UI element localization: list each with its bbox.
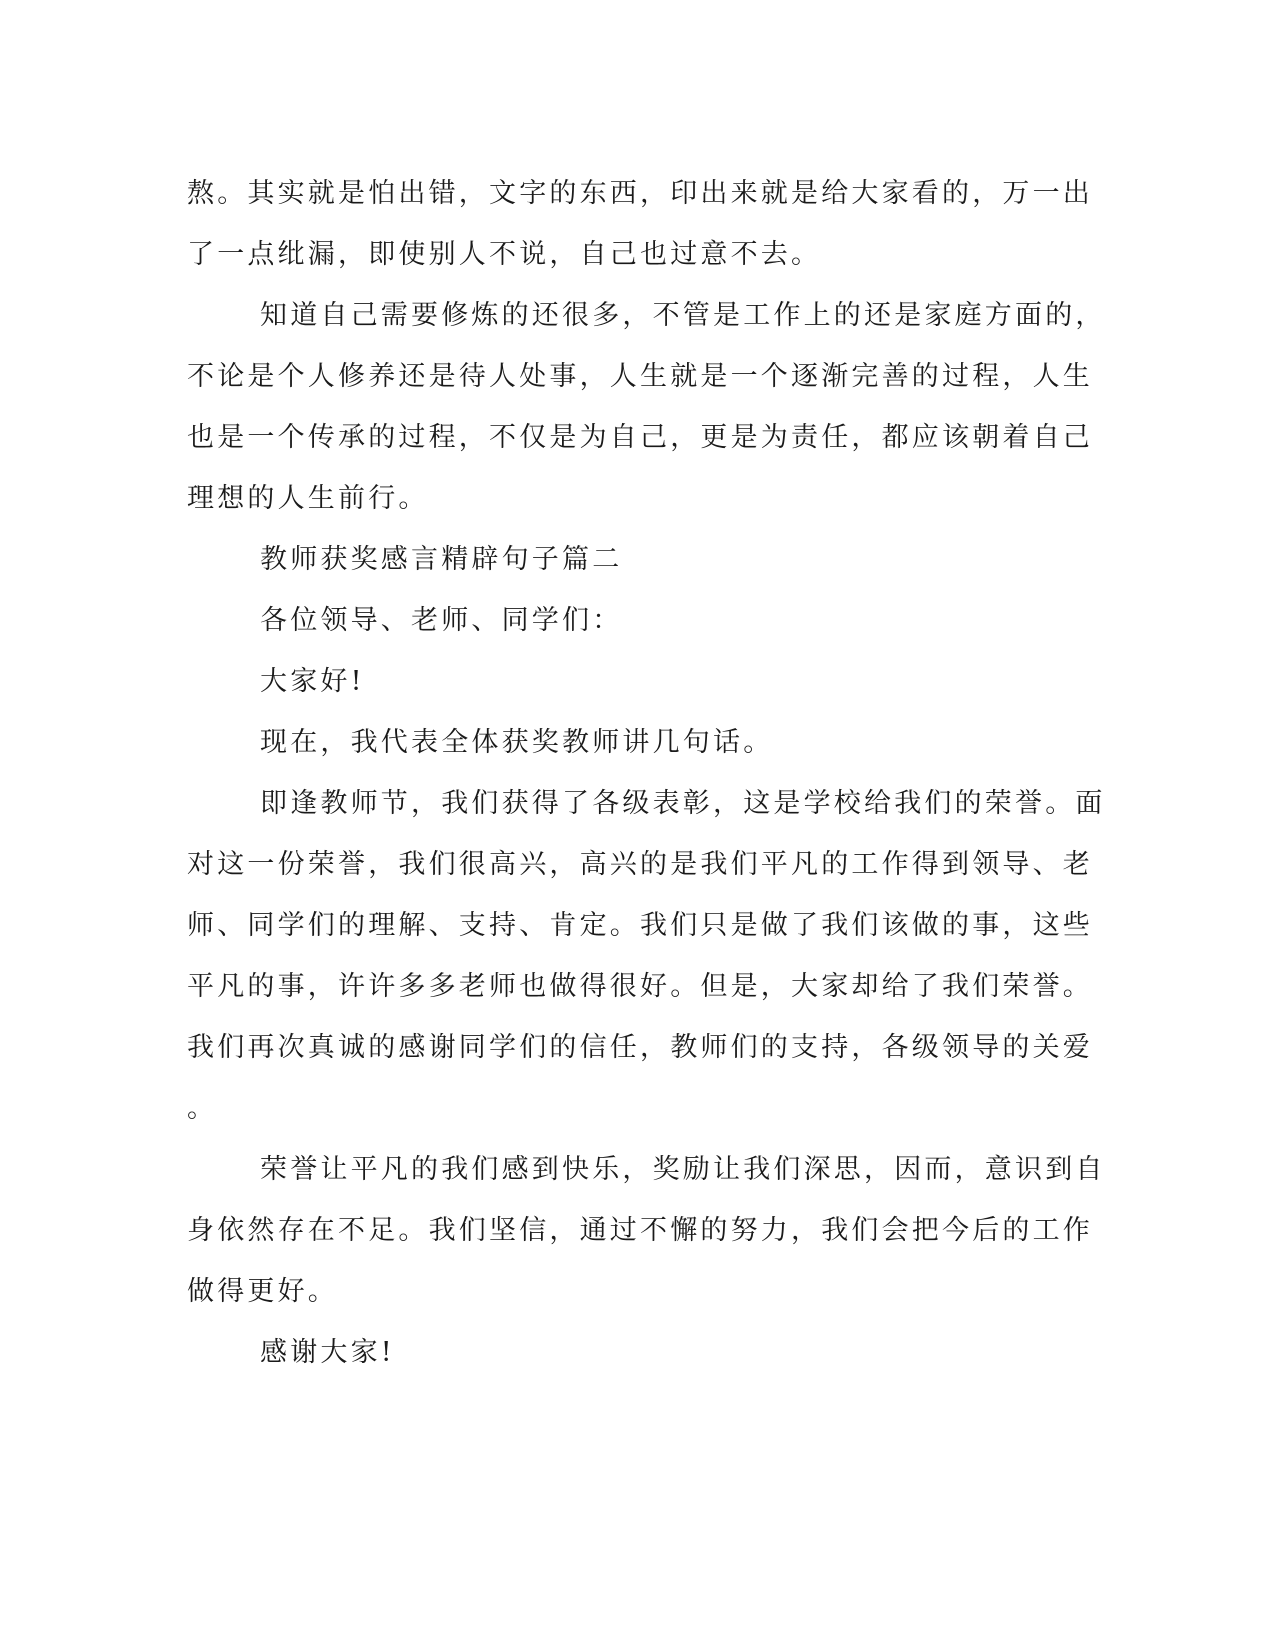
paragraph-reflection xyxy=(187,1139,1106,1322)
paragraph-intro xyxy=(187,712,1087,773)
salutation xyxy=(187,590,1087,651)
paragraph-line: 熬。其实就是怕出错，文字的东西，印出来就是给大家看的，万一出 xyxy=(187,178,1093,209)
paragraph-line: 对这一份荣誉，我们很高兴，高兴的是我们平凡的工作得到领导、老 xyxy=(187,849,1093,880)
paragraph-line: 做得更好。 xyxy=(187,1276,338,1307)
greeting-text: 大家好! xyxy=(260,666,365,697)
paragraph-line: 理想的人生前行。 xyxy=(187,483,429,514)
paragraph-honor xyxy=(187,773,1106,1139)
paragraph-line: 师、同学们的理解、支持、肯定。我们只是做了我们该做的事，这些 xyxy=(187,910,1093,941)
closing xyxy=(187,1322,1087,1383)
paragraph-line: 知道自己需要修炼的还很多，不管是工作上的还是家庭方面的， xyxy=(260,300,1106,331)
section-heading xyxy=(187,529,1087,590)
paragraph-line: 。 xyxy=(187,1093,218,1124)
paragraph-line: 平凡的事，许许多多老师也做得很好。但是，大家却给了我们荣誉。 xyxy=(187,971,1093,1002)
paragraph-line: 不论是个人修养还是待人处事，人生就是一个逐渐完善的过程，人生 xyxy=(187,361,1093,392)
paragraph-line: 身依然存在不足。我们坚信，通过不懈的努力，我们会把今后的工作 xyxy=(187,1215,1093,1246)
paragraph-line: 荣誉让平凡的我们感到快乐，奖励让我们深思，因而，意识到自 xyxy=(260,1154,1106,1185)
paragraph-line: 即逢教师节，我们获得了各级表彰，这是学校给我们的荣誉。面 xyxy=(260,788,1106,819)
heading-text: 教师获奖感言精辟句子篇二 xyxy=(260,544,623,575)
closing-text: 感谢大家! xyxy=(260,1337,395,1368)
paragraph-line: 了一点纰漏，即使别人不说，自己也过意不去。 xyxy=(187,239,822,270)
paragraph-line: 也是一个传承的过程，不仅是为自己，更是为责任，都应该朝着自己 xyxy=(187,422,1093,453)
paragraph-line: 我们再次真诚的感谢同学们的信任，教师们的支持，各级领导的关爱 xyxy=(187,1032,1093,1063)
paragraph-continuation xyxy=(187,163,1093,285)
paragraph-line: 现在，我代表全体获奖教师讲几句话。 xyxy=(260,727,774,758)
greeting xyxy=(187,651,1087,712)
document-body xyxy=(187,163,1106,1383)
paragraph-self-improvement xyxy=(187,285,1106,529)
salutation-text: 各位领导、老师、同学们： xyxy=(260,605,623,636)
